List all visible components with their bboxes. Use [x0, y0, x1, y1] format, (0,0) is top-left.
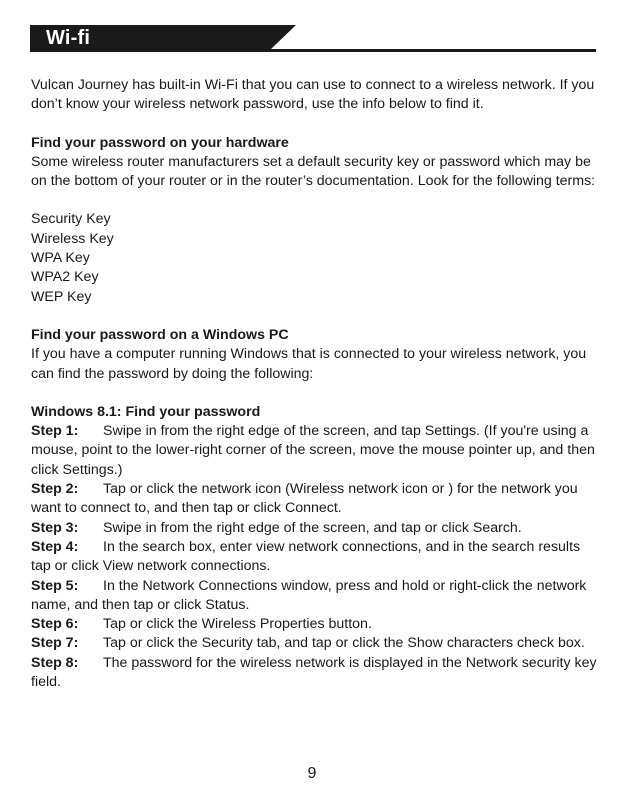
- step-text: Swipe in from the right edge of the screen, and tap or click Search.: [103, 519, 522, 536]
- step-label: Step 2:: [31, 481, 79, 498]
- step-text: Tap or click the Security tab, and tap or click the Show characters check box.: [103, 635, 585, 652]
- key-term-item: WPA2 Key: [31, 269, 99, 286]
- step-text: In the search box, enter view network connections, and in the search results tap or click View network connections.: [31, 538, 581, 575]
- key-terms-list: [31, 210, 597, 306]
- step-text: The password for the wireless network is displayed in the Network security key field.: [31, 654, 597, 691]
- steps-list: [31, 422, 597, 692]
- step-text: Tap or click the network icon (Wireless network icon or ) for the network you want to connect to, and then tap or click Connect.: [31, 481, 578, 517]
- key-term-item: WEP Key: [31, 288, 92, 305]
- windows-pc-heading: Find your password on a Windows PC: [31, 326, 289, 343]
- step-label: Step 4:: [31, 538, 79, 555]
- key-term-item: Security Key: [31, 211, 111, 228]
- hardware-heading: Find your password on your hardware: [31, 134, 289, 151]
- step-item: [31, 422, 597, 480]
- section-header: [30, 25, 596, 52]
- key-term-item: WPA Key: [31, 250, 90, 267]
- step-item: [31, 634, 597, 653]
- step-item: [31, 577, 597, 616]
- step-label: Step 3:: [31, 519, 79, 536]
- step-label: Step 7:: [31, 635, 79, 652]
- step-item: [31, 519, 597, 538]
- step-label: Step 8:: [31, 654, 79, 671]
- step-label: Step 6:: [31, 616, 79, 633]
- key-term-item: Wireless Key: [31, 230, 114, 247]
- step-item: [31, 654, 597, 693]
- step-label: Step 1:: [31, 423, 79, 440]
- step-item: [31, 538, 597, 577]
- step-text: In the Network Connections window, press and hold or right-click the network name, and then tap or click Status.: [31, 577, 587, 613]
- windows81-heading: Windows 8.1: Find your password: [31, 403, 261, 420]
- hardware-paragraph: Some wireless router manufacturers set a default security key or password which may be on the bottom of your router or in the router’s documentation. Look for the following terms:: [31, 153, 596, 190]
- page-number: 9: [307, 765, 317, 782]
- intro-paragraph: Vulcan Journey has built-in Wi-Fi that you can use to connect to a wireless network. If you don’t know your wireless network password, use the info below to find it.: [31, 77, 595, 113]
- document-body: [31, 76, 597, 692]
- step-item: [31, 615, 597, 634]
- step-text: Tap or click the Wireless Properties button.: [103, 616, 372, 633]
- header-banner-shape: [30, 25, 596, 52]
- windows-pc-paragraph: If you have a computer running Windows that is connected to your wireless network, you can find the password by doing the following:: [31, 346, 587, 382]
- step-text: Swipe in from the right edge of the screen, and tap Settings. (If you're using a mouse, point to the lower-right corner of the screen, move the mouse pointer up, and then click Settings.): [31, 423, 595, 478]
- section-title: Wi-fi: [46, 27, 91, 49]
- step-item: [31, 480, 597, 519]
- step-label: Step 5:: [31, 577, 79, 594]
